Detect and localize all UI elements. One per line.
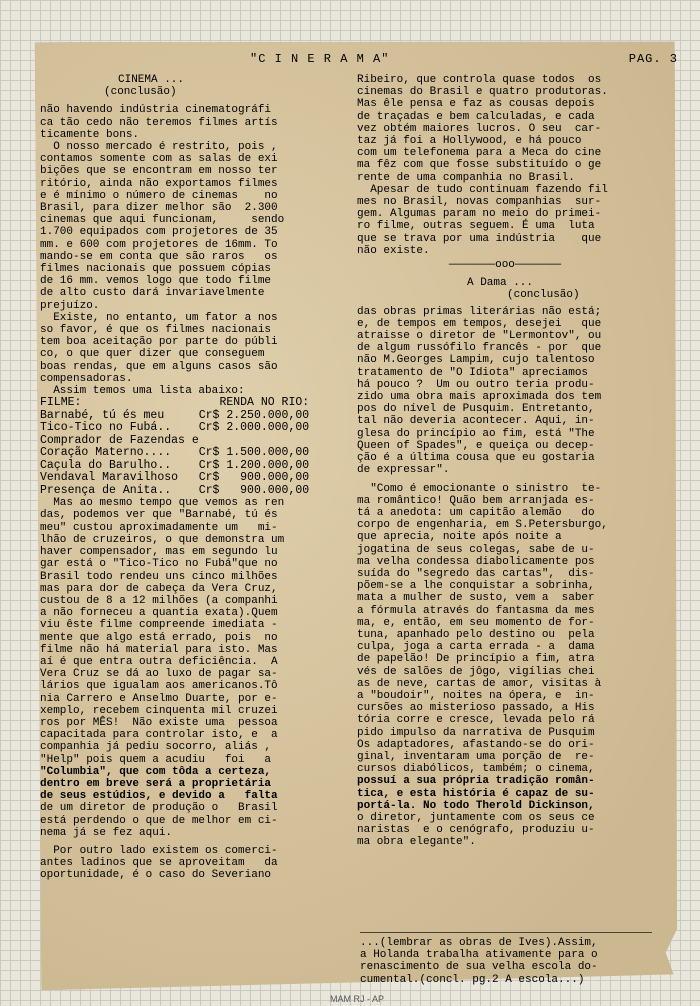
text-line: suída do "segredo das cartas", dis-: [357, 567, 595, 580]
text-line: o diretor, juntamente com os seus ce: [357, 811, 595, 824]
text-line: glesa do princípio ao fim, está "The: [357, 427, 595, 440]
text-line: mm. e 600 com projetores de 16mm. To: [40, 238, 278, 251]
article-heading: CINEMA ...: [118, 74, 185, 86]
text-line: põem-se a lhe conquistar a sobrinha,: [357, 580, 595, 593]
text-line: a não forneceu a quantia exata).Quem: [40, 607, 278, 620]
continuation-note: [360, 932, 652, 986]
text-line: bições que se encontram em nosso ter: [40, 165, 278, 178]
text-line: que se trava por uma indústria que: [357, 232, 602, 245]
text-line: ma obra elegante".: [357, 836, 476, 849]
film-title: Vendaval Maravilhoso: [40, 471, 179, 485]
text-line: filmes nacionais que possuem cópias: [40, 263, 272, 276]
section-divider: ———————ooo———————: [448, 259, 562, 272]
film-title: Barnabé, tú és meu: [40, 408, 165, 422]
text-line: de algum russófilo francês - por que: [357, 342, 602, 355]
table-header-row: [40, 397, 309, 410]
text-line: tica, e esta história é capaz de su-: [357, 787, 595, 800]
text-line: haver compensador, mas em segundo lu: [40, 546, 278, 559]
text-line: e é mínimo o número de cinemas no: [40, 189, 278, 202]
text-line: filme não há material para isto. Mas: [40, 643, 278, 656]
text-line: lhão de cruzeiros, o que demonstra um: [40, 533, 285, 546]
text-line: portá-la. No todo Therold Dickinson,: [357, 799, 595, 812]
text-line: de alto custo dará invariavelmente: [40, 287, 265, 300]
text-line: de papelão! De princípio a fim, atra: [357, 653, 595, 666]
text-line: não existe.: [357, 244, 430, 257]
text-line: a fórmula através do fantasma da mes: [357, 604, 595, 617]
text-line: das, podemos ver que "Barnabé, tú és: [40, 509, 278, 522]
article-subheading: (conclusão): [507, 289, 580, 302]
text-line: contamos somente com as salas de exi: [40, 153, 278, 166]
text-line: possuí a sua própria tradição român-: [357, 775, 595, 788]
text-line: gem. Algumas param no meio do primei-: [357, 208, 602, 221]
text-line: de traçadas e bem calculadas, e cada: [357, 110, 595, 123]
text-line: custou de 8 a 12 milhões (a companhi: [40, 594, 278, 607]
text-line: Os adaptadores, afastando-se do ori-: [357, 738, 595, 751]
paragraph: [357, 74, 653, 184]
text-line: mando-se em conta que são raros os: [40, 250, 278, 263]
magazine-title: "C I N E R A M A": [250, 52, 390, 66]
text-line: ca tão cedo não teremos filmes artís: [40, 116, 278, 129]
film-title: Coração Materno....: [40, 446, 172, 460]
text-line: pido impulso da narrativa de Pusquim: [357, 726, 595, 739]
paragraph: [40, 845, 330, 882]
film-revenue: Cr$ 1.200.000,00: [198, 458, 310, 472]
text-line: a Holanda trabalha ativamente para o: [360, 949, 598, 962]
text-line: está perdendo o que de melhor em ci-: [40, 814, 278, 827]
film-revenue: Cr$ 1.500.000,00: [198, 446, 310, 460]
film-title: Tico-Tico no Fubá..: [40, 421, 172, 435]
text-line: tratamento de "O Idiota" apreciamos: [357, 366, 589, 379]
text-line: de seus estúdios, e devido a falta: [40, 790, 278, 803]
text-line: ção é a última cousa que eu gostaria: [357, 452, 595, 465]
text-line: ma, e, então, em seu momento de for-: [357, 616, 595, 629]
text-line: compensadoras.: [40, 372, 133, 385]
text-line: meu" custou aproximadamente um mi-: [40, 521, 278, 534]
text-line: mas para dor de cabeça da Vera Cruz,: [40, 582, 278, 595]
text-line: so favor, é que os filmes nacionais: [40, 324, 272, 337]
film-title: Caçula do Barulho..: [40, 458, 172, 472]
text-line: tuna, apanhado pelo destino ou pela: [357, 628, 595, 641]
paragraph: [357, 483, 653, 776]
table-header: FILME:: [40, 396, 82, 410]
text-line: Mas êle pensa e faz as cousas depois: [357, 98, 595, 111]
text-line: 1.700 equipados com projetores de 35: [40, 226, 278, 239]
text-line: nema já se fez aqui.: [40, 826, 173, 839]
text-line: Brasil, para dizer melhor são 2.300: [40, 202, 278, 215]
text-line: cinemas que aqui funcionam, sendo: [40, 214, 285, 227]
right-column: [357, 74, 653, 849]
text-line: prejuízo.: [40, 299, 100, 312]
table-row: [40, 447, 309, 460]
text-line: cursos diabólicos, também; o cinema,: [357, 763, 595, 776]
text-line: ma velha condessa diabolicamente pos: [357, 555, 595, 568]
text-line: a "boudoir", noites na ópera, e in-: [357, 689, 595, 702]
table-header: RENDA NO RIO:: [219, 396, 310, 410]
text-line: tá a anedota: um capitão alemão do: [357, 506, 595, 519]
text-line: oportunidade, é o caso do Severiano: [40, 869, 272, 882]
film-revenue: Cr$ 900.000,00: [198, 483, 310, 497]
text-line: antes ladinos que se aproveitam da: [40, 857, 278, 870]
table-row: [40, 485, 309, 498]
paragraph: [40, 104, 330, 141]
film-revenue: Cr$ 2.000.000,00: [198, 421, 310, 435]
paragraph: [357, 812, 653, 849]
table-row: [40, 472, 309, 485]
text-line: nia Carrero e Anselmo Duarte, por e-: [40, 692, 278, 705]
text-line: Brasil todo rendeu uns cinco milhões: [40, 570, 278, 583]
text-line: pos do nível de Pusquim. Entretanto,: [357, 403, 595, 416]
text-line: co, o que quer dizer que conseguem: [40, 348, 265, 361]
text-line: "Como é emocionante o sinistro te-: [357, 482, 602, 495]
text-line: ginal, inventaram uma porção de re-: [357, 750, 595, 763]
text-line: as de neve, cartas de amor, visitas à: [357, 677, 602, 690]
text-line: culpa, joga a carta errada - a dama: [357, 641, 595, 654]
text-line: que aprecia, noite após noite a: [357, 531, 562, 544]
text-line: tória corre e cresce, levada pelo rá: [357, 714, 595, 727]
text-line: "Help" pois quem a acudiu foi a: [40, 753, 272, 766]
film-revenue: Cr$ 900.000,00: [198, 471, 310, 485]
paragraph: [40, 312, 330, 385]
text-line: Vera Cruz se dá ao luxo de pagar sa-: [40, 668, 278, 681]
text-line: renascimento de sua velha escola do-: [360, 961, 598, 974]
text-line: Apesar de tudo continuam fazendo fil: [357, 183, 608, 196]
text-line: e, de tempos em tempos, desejei que: [357, 317, 602, 330]
text-line: O nosso mercado é restrito, pois ,: [40, 141, 278, 154]
box-office-table: [40, 397, 309, 497]
paragraph: [357, 184, 653, 257]
text-line: ...(lembrar as obras de Ives).Assim,: [360, 937, 598, 949]
text-line: ma romântico! Quão bem arranjada es-: [357, 494, 595, 507]
paragraph: [40, 802, 330, 839]
text-line: cinemas do Brasil e quatro produtoras.: [357, 86, 608, 99]
text-line: dentro em breve será a proprietária: [40, 777, 272, 790]
text-line: das obras primas literárias não está;: [357, 305, 602, 318]
text-line: "Columbia", que com tôda a certeza,: [40, 765, 272, 778]
text-line: Existe, no entanto, um fator a nos: [40, 311, 278, 324]
table-row: [40, 422, 309, 435]
text-line: de expressar".: [357, 464, 450, 477]
film-title: Comprador de Fazendas e: [40, 433, 199, 447]
paragraph: [40, 141, 330, 312]
film-revenue: Cr$ 2.250.000,00: [198, 408, 310, 422]
text-line: ros por MÊS! Não existe uma pessoa: [40, 716, 278, 729]
paragraph: [357, 306, 653, 477]
text-line: capacitada para controlar isto, e a: [40, 729, 278, 742]
film-title: Presença de Anita..: [40, 483, 172, 497]
archive-stamp: MAM RJ - AP: [330, 994, 385, 1004]
text-line: cumental.(concl. pg.2 A escola...): [360, 973, 585, 986]
paragraph-bold: [357, 775, 653, 812]
text-line: Ribeiro, que controla quase todos os: [357, 74, 602, 86]
text-line: tem boa aceitação por parte do públi: [40, 336, 278, 349]
text-line: com um telefonema para a Meca do cine: [357, 147, 602, 160]
text-line: gar está o "Tico-Tico no Fubá"que no: [40, 558, 278, 571]
left-column: [40, 74, 330, 882]
text-line: xemplo, recebem cinquenta mil cruzei: [40, 704, 278, 717]
text-line: Assim temos uma lista abaixo:: [40, 385, 245, 398]
text-line: vez obtém maiores lucros. O seu car-: [357, 122, 602, 135]
paragraph: [360, 937, 652, 986]
text-line: mata a mulher de susto, vem a saber: [357, 592, 595, 605]
text-line: companhia já pediu socorro, aliás ,: [40, 741, 272, 754]
text-line: de um diretor de produção o Brasil: [40, 802, 278, 815]
paragraph-bold: [40, 766, 330, 803]
text-line: mente que algo está errado, pois no: [40, 631, 278, 644]
text-line: ro filme, outras seguem. É uma luta: [357, 220, 595, 233]
text-line: rente de uma companhia no Brasil.: [357, 171, 575, 184]
article-subheading: (conclusão): [104, 86, 177, 99]
text-line: naristas e o cenógrafo, produziu u-: [357, 824, 595, 837]
text-line: boas rendas, que em alguns casos são: [40, 360, 278, 373]
text-line: cursões ao misterioso passado, a His: [357, 702, 595, 715]
text-line: Queen of Spades", e queiça ou decep-: [357, 439, 595, 452]
text-line: corpo de engenharia, em S.Petersburgo,: [357, 519, 608, 532]
text-line: taz já foi a Hollywood, e há pouco: [357, 135, 582, 148]
text-line: não M.Georges Lampim, cujo talentoso: [357, 354, 595, 367]
text-line: não havendo indústria cinematográfi: [40, 104, 272, 117]
text-line: Por outro lado existem os comerci-: [40, 844, 278, 857]
page-number: PAG. 3: [628, 52, 678, 66]
text-line: ticamente bons.: [40, 128, 140, 141]
text-line: zido uma obra mais aproximada dos tem: [357, 391, 602, 404]
text-line: aí é que entra outra deficiência. A: [40, 655, 278, 668]
text-line: viu êste filme compreende imediata -: [40, 619, 278, 632]
text-line: há pouco ? Um ou outro teria produ-: [357, 378, 595, 391]
text-line: lários que igualam aos americanos.Tô: [40, 680, 278, 693]
text-line: atraisse o diretor de "Lermontov", ou: [357, 330, 602, 343]
article-heading: A Dama ...: [467, 277, 534, 290]
text-line: de 16 mm. vemos logo que todo filme: [40, 275, 272, 288]
paragraph: [40, 497, 330, 765]
text-line: tal não deveria acontecer. Aqui, in-: [357, 415, 595, 428]
text-line: ma fêz com que fosse substituído o ge: [357, 159, 602, 172]
text-line: Mas ao mesmo tempo que vemos as ren: [40, 497, 285, 510]
text-line: jogatina de seus colegas, sabe de u-: [357, 543, 595, 556]
text-line: vés de salões de jôgo, vigílias chei: [357, 665, 595, 678]
text-line: ritório, ainda não exportamos filmes: [40, 177, 278, 190]
text-line: mes no Brasil, novas companhias sur-: [357, 196, 602, 209]
